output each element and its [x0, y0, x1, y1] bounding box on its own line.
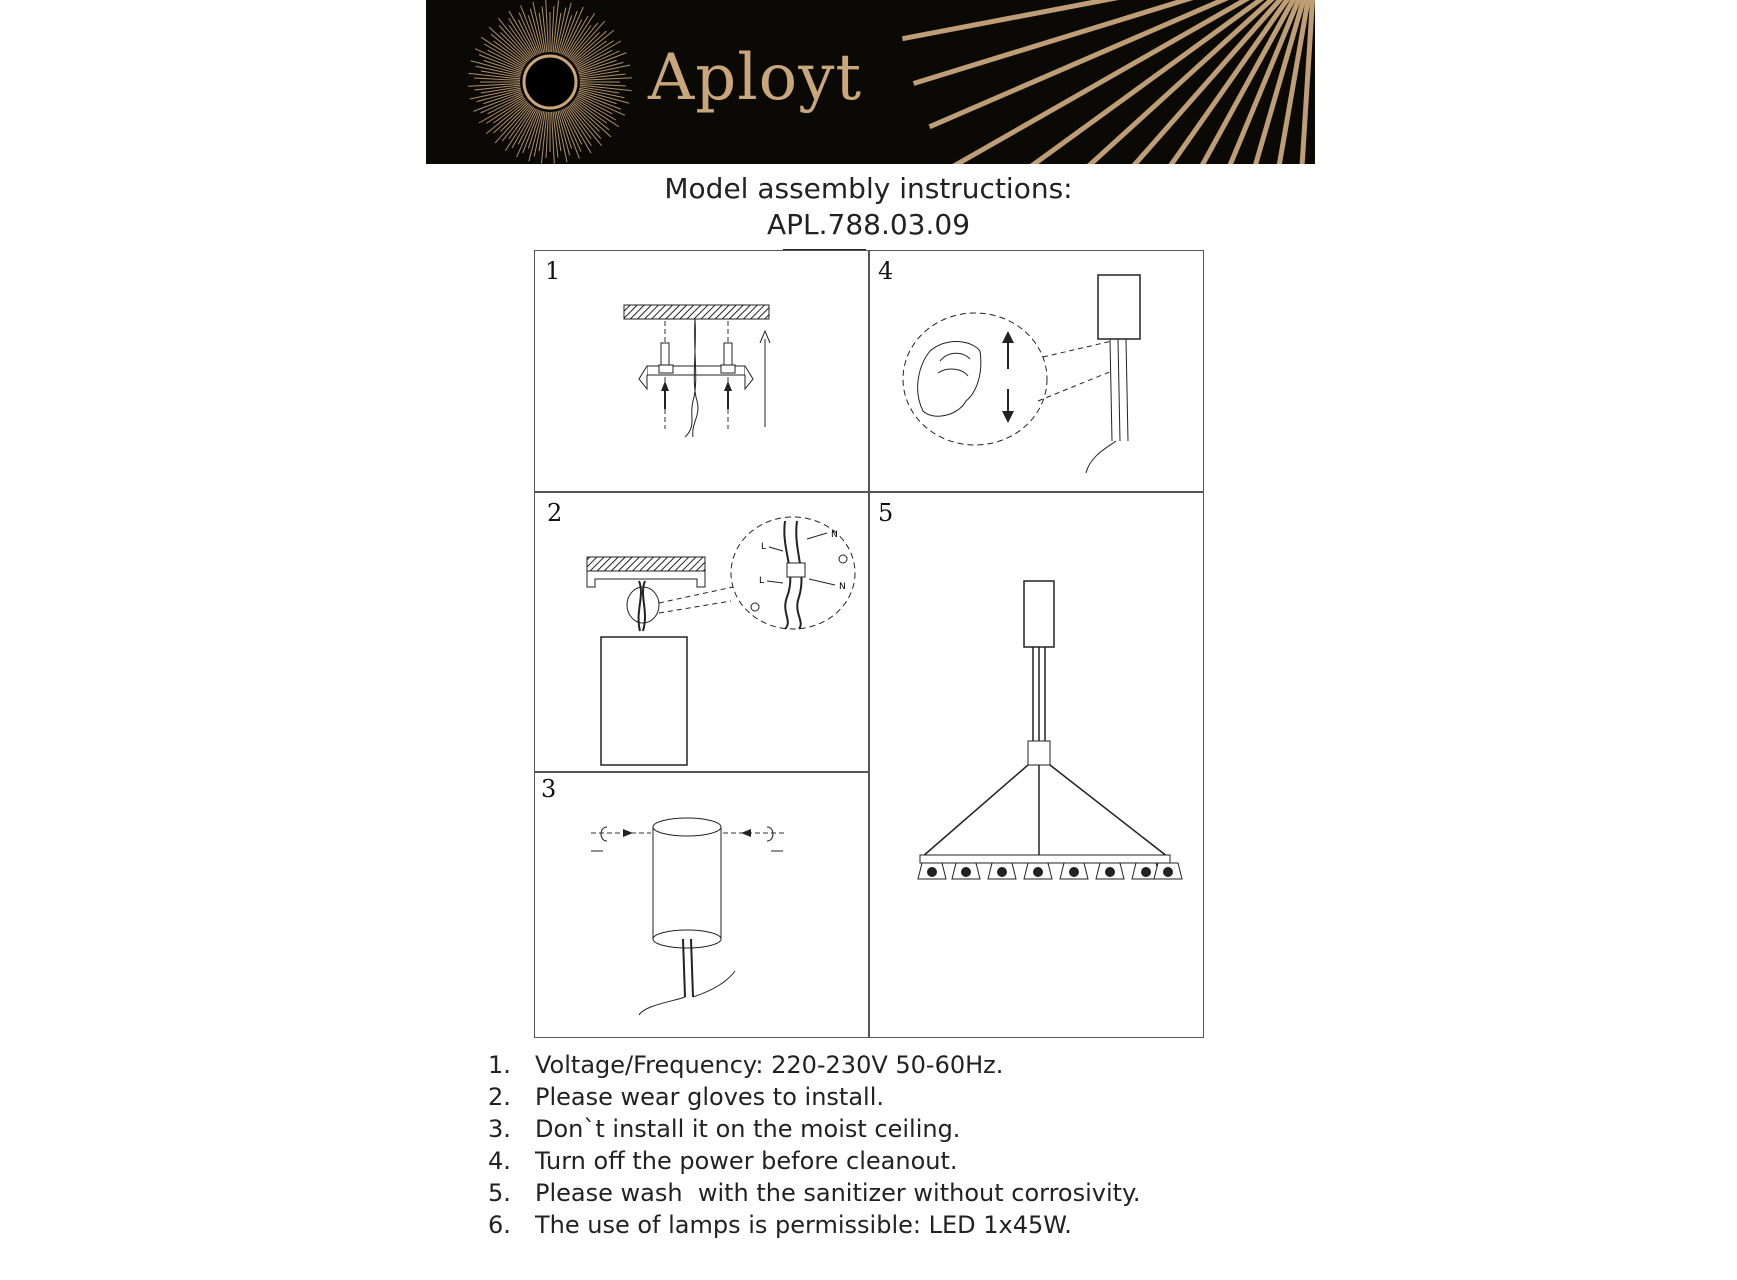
step-2-panel [535, 491, 868, 771]
wire-connection-illustration [535, 491, 868, 771]
step-1-panel [535, 251, 868, 491]
note-text: The use of lamps is permissible: LED 1x45W. [535, 1211, 1072, 1239]
step-5-panel [868, 491, 1203, 1037]
ground-icon [751, 603, 759, 611]
lamp-heads-group [918, 863, 1182, 879]
bulb [1141, 867, 1151, 877]
wire-label: N [839, 582, 846, 592]
bulb [927, 867, 937, 877]
bulb [1069, 867, 1079, 877]
list-item [488, 1177, 1140, 1209]
corner-ray [1037, 0, 1315, 164]
note-number: 3. [488, 1115, 511, 1143]
step-number: 5 [878, 499, 894, 527]
sun-ray [498, 18, 531, 58]
step-number: 3 [541, 775, 557, 803]
height-adjustment-illustration [868, 251, 1203, 491]
sun-ray [572, 31, 606, 62]
bulb [997, 867, 1007, 877]
assembly-steps-grid [534, 250, 1204, 1038]
safety-notes-list [488, 1049, 1140, 1241]
step-4-panel [868, 251, 1203, 491]
sun-ray [569, 105, 602, 145]
step-3-panel [535, 771, 868, 1037]
wire-label: L [759, 576, 765, 586]
note-text: Please wash with the sanitizer without corrosivity. [535, 1179, 1141, 1207]
sun-ray [486, 101, 526, 134]
list-item [488, 1145, 1140, 1177]
note-text: Don`t install it on the moist ceiling. [535, 1115, 961, 1143]
list-item [488, 1113, 1140, 1145]
note-text: Voltage/Frequency: 220-230V 50-60Hz. [535, 1051, 1004, 1079]
list-item [488, 1049, 1140, 1081]
step-number: 4 [878, 257, 894, 285]
step-number: 1 [545, 257, 561, 285]
wire-label: L [761, 542, 767, 552]
bulb [1163, 867, 1173, 877]
assembled-chandelier-illustration [868, 491, 1203, 1037]
note-number: 1. [488, 1051, 511, 1079]
ground-icon [839, 555, 847, 563]
sun-ray [499, 26, 530, 60]
note-number: 5. [488, 1179, 511, 1207]
model-number: APL.788.03.09 [766, 208, 971, 241]
bulb [1033, 867, 1043, 877]
note-number: 6. [488, 1211, 511, 1239]
step-number: 2 [547, 499, 563, 527]
brand-logo-text: Aployt [648, 41, 863, 115]
sun-ray [573, 30, 613, 63]
sun-ray [570, 104, 601, 138]
list-item [488, 1209, 1140, 1241]
wire-label: N [831, 530, 838, 540]
sun-ray [494, 102, 528, 133]
note-text: Please wear gloves to install. [535, 1083, 884, 1111]
canopy-cover-fixing-illustration [535, 771, 868, 1037]
page-title: Model assembly instructions: [664, 172, 1073, 205]
ceiling-bracket-mounting-illustration [535, 251, 868, 491]
note-number: 2. [488, 1083, 511, 1111]
bulb [961, 867, 971, 877]
note-number: 4. [488, 1147, 511, 1175]
list-item [488, 1081, 1140, 1113]
bulb [1105, 867, 1115, 877]
brand-banner [426, 0, 1315, 164]
note-text: Turn off the power before cleanout. [535, 1147, 958, 1175]
sunburst-graphic [426, 0, 1315, 164]
